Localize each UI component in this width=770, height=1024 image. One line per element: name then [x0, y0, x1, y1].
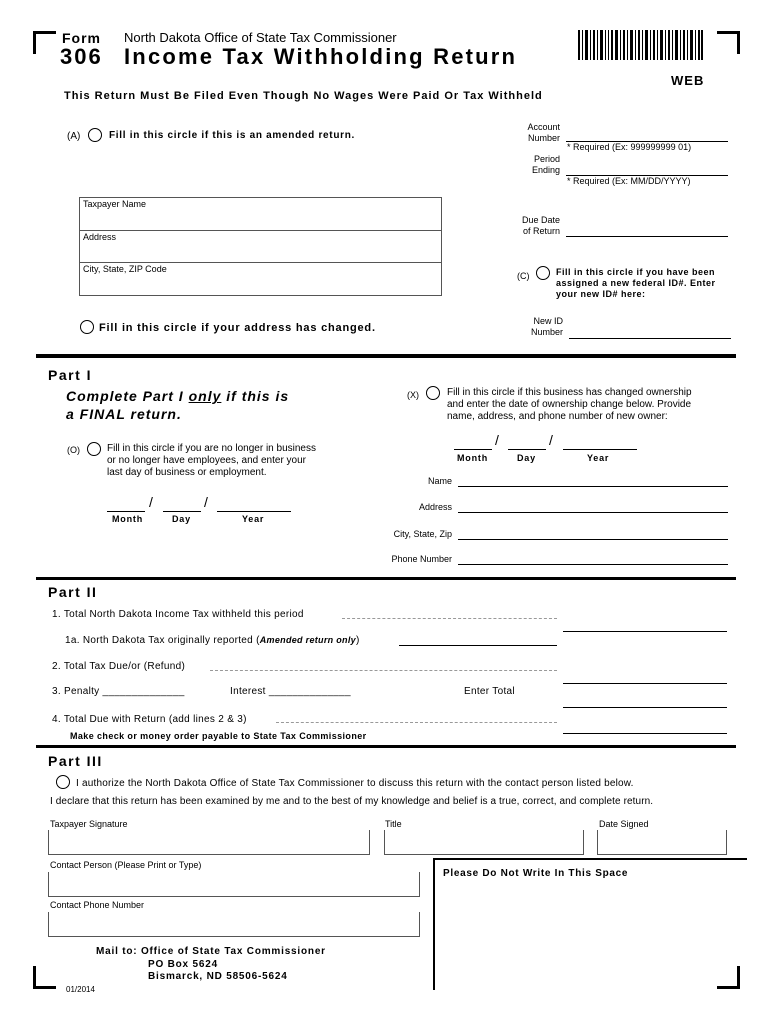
form-label: Form	[62, 30, 101, 46]
ownership-change-text	[447, 387, 692, 423]
new-id-field[interactable]	[569, 338, 731, 339]
line1-leader	[342, 618, 557, 619]
form-title: Income Tax Withholding Return	[124, 44, 518, 69]
office-use-box	[433, 858, 747, 990]
final-return-text-line2: or no longer have employees, and enter your	[107, 455, 307, 466]
account-label-line1: Account	[527, 122, 560, 132]
due-date-label-line1: Due Date	[521, 215, 560, 225]
taxpayer-city-label: City, State, ZIP Code	[83, 264, 167, 274]
taxpayer-city-field[interactable]	[79, 262, 442, 296]
owner-city-label: City, State, Zip	[393, 529, 452, 539]
part1-instruction-a: Complete Part I	[66, 388, 189, 404]
line1a-amount-field[interactable]	[399, 645, 557, 646]
signature-field[interactable]	[48, 830, 370, 855]
address-changed-text: Fill in this circle if your address has changed.	[99, 322, 376, 334]
final-year-field[interactable]	[217, 511, 291, 512]
owner-slash-2: /	[549, 432, 553, 448]
line3-interest-label: Interest ______________	[230, 686, 351, 697]
contact-person-field[interactable]	[48, 872, 420, 897]
fedid-text-line1: Fill in this circle if you have been	[556, 267, 716, 277]
ownership-change-line3: name, address, and phone number of new owner:	[447, 411, 668, 422]
owner-month-field[interactable]	[454, 449, 492, 450]
line4-amount-field[interactable]	[563, 733, 727, 734]
final-slash-1: /	[149, 494, 153, 510]
owner-day-label: Day	[517, 453, 536, 463]
web-label: WEB	[671, 73, 705, 88]
final-slash-2: /	[204, 494, 208, 510]
do-not-write-label: Please Do Not Write In This Space	[443, 868, 629, 879]
part3-title: Part III	[48, 753, 103, 769]
account-hint: * Required (Ex: 999999999 01)	[567, 142, 692, 152]
line1-label: 1. Total North Dakota Income Tax withheld this period	[52, 609, 304, 620]
line1a-label-pre: 1a. North Dakota Tax originally reported (	[65, 635, 260, 646]
address-changed-circle[interactable]	[80, 320, 94, 334]
title-label: Title	[385, 819, 402, 829]
final-return-text-line1: Fill in this circle if you are no longer in business	[107, 443, 316, 454]
corner-mark-top-right	[717, 31, 740, 54]
ownership-change-line2: and enter the date of ownership change below. Provide	[447, 399, 692, 410]
barcode-image	[578, 30, 703, 60]
final-year-label: Year	[242, 514, 265, 524]
final-return-text	[107, 443, 316, 479]
owner-address-field[interactable]	[458, 512, 728, 513]
owner-year-field[interactable]	[563, 449, 637, 450]
corner-mark-top-left	[33, 31, 56, 54]
new-id-label-line2: Number	[530, 327, 563, 337]
form-number: 306	[60, 44, 103, 69]
owner-name-field[interactable]	[458, 486, 728, 487]
line1a-label	[65, 635, 360, 646]
ownership-change-line1: Fill in this circle if this business has changed ownership	[447, 387, 692, 398]
part1-instruction-b: if this is	[221, 388, 290, 404]
filed-notice: This Return Must Be Filed Even Though No Wages Were Paid Or Tax Withheld	[64, 90, 543, 102]
taxpayer-name-field[interactable]	[79, 197, 442, 231]
line1a-label-em: Amended return only	[259, 635, 356, 645]
part1-instruction-line1	[66, 387, 289, 405]
period-hint: * Required (Ex: MM/DD/YYYY)	[567, 176, 691, 186]
taxpayer-address-label: Address	[83, 232, 117, 242]
new-id-label-line1: New ID	[533, 316, 563, 326]
date-signed-field[interactable]	[597, 830, 727, 855]
due-date-label-line2: of Return	[522, 226, 560, 236]
mail-to-line3: Bismarck, ND 58506-5624	[148, 971, 288, 982]
corner-mark-bottom-left	[33, 966, 56, 989]
new-fedid-circle[interactable]	[536, 266, 550, 280]
part1-instruction	[66, 387, 289, 423]
contact-person-label: Contact Person (Please Print or Type)	[50, 860, 202, 870]
authorize-circle[interactable]	[56, 775, 70, 789]
owner-city-field[interactable]	[458, 539, 728, 540]
final-month-field[interactable]	[107, 511, 145, 512]
line4-leader	[276, 722, 557, 723]
owner-phone-label: Phone Number	[391, 554, 452, 564]
account-label	[500, 122, 560, 144]
line3-penalty-label: 3. Penalty ______________	[52, 686, 185, 697]
line2-amount-field[interactable]	[563, 683, 727, 684]
o-tag: (O)	[67, 445, 80, 455]
part1-instruction-line2: a FINAL return.	[66, 406, 182, 422]
due-date-label	[490, 215, 560, 237]
period-label	[500, 154, 560, 176]
agency-name: North Dakota Office of State Tax Commissioner	[124, 30, 397, 45]
taxpayer-address-field[interactable]	[79, 230, 442, 263]
due-date-field[interactable]	[566, 236, 728, 237]
part1-divider	[36, 354, 736, 358]
owner-name-label: Name	[427, 476, 452, 486]
fedid-text-line3: your new ID# here:	[556, 289, 646, 299]
line4-label: 4. Total Due with Return (add lines 2 & 3)	[52, 714, 247, 725]
final-day-field[interactable]	[163, 511, 201, 512]
line1-amount-field[interactable]	[563, 631, 727, 632]
part1-instruction-only: only	[188, 388, 222, 404]
ownership-change-circle[interactable]	[426, 386, 440, 400]
line2-leader	[210, 670, 557, 671]
owner-address-label: Address	[418, 502, 452, 512]
fedid-text-line2: assigned a new federal ID#. Enter	[556, 278, 716, 288]
contact-phone-label: Contact Phone Number	[50, 900, 145, 910]
taxpayer-name-label: Taxpayer Name	[83, 199, 147, 209]
period-label-line2: Ending	[531, 165, 560, 175]
fedid-tag: (C)	[517, 271, 530, 281]
part1-title: Part I	[48, 367, 93, 383]
enter-total-label: Enter Total	[464, 686, 515, 697]
owner-month-label: Month	[457, 453, 488, 463]
line2-label: 2. Total Tax Due/or (Refund)	[52, 661, 186, 672]
final-return-circle[interactable]	[87, 442, 101, 456]
mail-to-line2: PO Box 5624	[148, 959, 218, 970]
amended-circle[interactable]	[88, 128, 102, 142]
declare-text: I declare that this return has been examined by me and to the best of my knowledge and belief is a true, correct, and complete return.	[50, 796, 654, 807]
owner-slash-1: /	[495, 432, 499, 448]
authorize-text: I authorize the North Dakota Office of State Tax Commissioner to discuss this return with the contact person listed below.	[76, 778, 634, 789]
date-signed-label: Date Signed	[599, 819, 649, 829]
mail-to-line1: Mail to: Office of State Tax Commissioner	[96, 946, 326, 957]
amended-text: Fill in this circle if this is an amended return.	[109, 130, 356, 141]
signature-label: Taxpayer Signature	[50, 819, 128, 829]
line3-total-field[interactable]	[563, 707, 727, 708]
line1a-label-post: )	[355, 635, 360, 646]
fedid-text	[556, 267, 716, 300]
x-tag: (X)	[407, 390, 419, 400]
period-label-line1: Period	[533, 154, 560, 164]
part2-title: Part II	[48, 584, 98, 600]
revision-date: 01/2014	[66, 985, 95, 994]
part2-divider	[36, 577, 736, 580]
new-id-label	[500, 316, 563, 338]
owner-year-label: Year	[587, 453, 610, 463]
owner-phone-field[interactable]	[458, 564, 728, 565]
final-return-text-line3: last day of business or employment.	[107, 467, 267, 478]
owner-day-field[interactable]	[508, 449, 546, 450]
part3-divider	[36, 745, 736, 748]
account-label-line2: Number	[527, 133, 560, 143]
amended-tag: (A)	[67, 131, 81, 142]
title-field[interactable]	[384, 830, 584, 855]
payable-note: Make check or money order payable to State Tax Commissioner	[70, 731, 367, 741]
final-month-label: Month	[112, 514, 143, 524]
final-day-label: Day	[172, 514, 191, 524]
contact-phone-field[interactable]	[48, 912, 420, 937]
